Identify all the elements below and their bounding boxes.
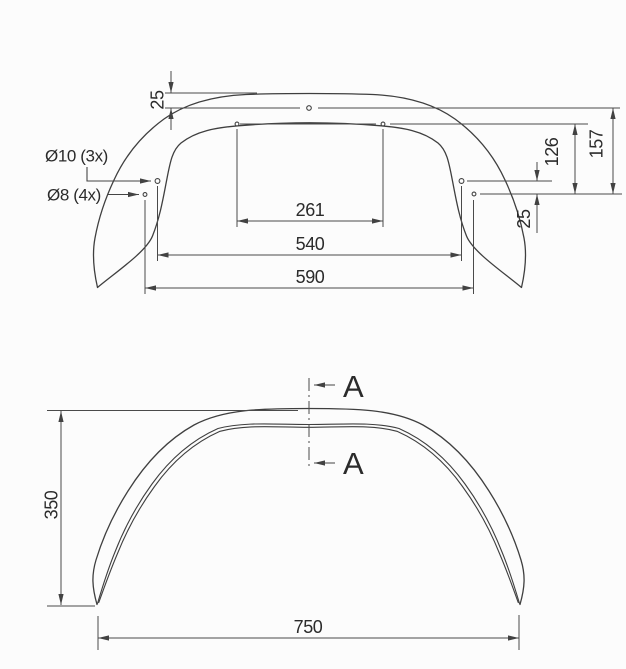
d8-holes-label: Ø8 (4x)	[47, 185, 101, 205]
hole-d8-side-right	[472, 192, 476, 196]
section-a-marker	[309, 369, 364, 481]
dim-25-side-label: 25	[514, 209, 534, 229]
hole-d10-side-right	[459, 179, 464, 184]
hole-d10-top-center	[307, 106, 312, 111]
dim-750	[98, 615, 519, 650]
dim-350-label: 350	[41, 490, 62, 520]
hole-d8-inner-right	[381, 122, 385, 126]
dim-540-label: 540	[295, 234, 325, 254]
dim-25-side	[514, 162, 537, 233]
section-a-bottom-label: A	[343, 446, 364, 481]
section-a-top-label: A	[343, 369, 364, 404]
dim-350	[42, 411, 299, 607]
dim-590-label: 590	[295, 267, 325, 287]
side-view	[42, 369, 525, 650]
hole-d10-side-left	[155, 179, 160, 184]
dim-126	[542, 124, 575, 194]
dim-750-label: 750	[293, 617, 323, 637]
hole-d8-side-left	[143, 193, 147, 197]
callout-d10-holes	[45, 147, 151, 182]
dim-157-label: 157	[586, 129, 607, 159]
dim-25-top-label: 25	[147, 90, 168, 110]
dim-261-label: 261	[295, 200, 325, 220]
dim-126-label: 126	[542, 137, 562, 167]
hole-d8-inner-left	[235, 122, 239, 126]
callout-d8-holes	[47, 186, 139, 205]
front-fender-outline	[93, 94, 525, 288]
front-view	[45, 71, 622, 294]
dim-540	[158, 186, 462, 261]
dim-25-top	[148, 71, 172, 130]
dim-157	[587, 108, 614, 194]
dim-261	[237, 129, 383, 227]
side-outer-profile	[93, 409, 524, 605]
d10-holes-label: Ø10 (3x)	[45, 146, 108, 166]
